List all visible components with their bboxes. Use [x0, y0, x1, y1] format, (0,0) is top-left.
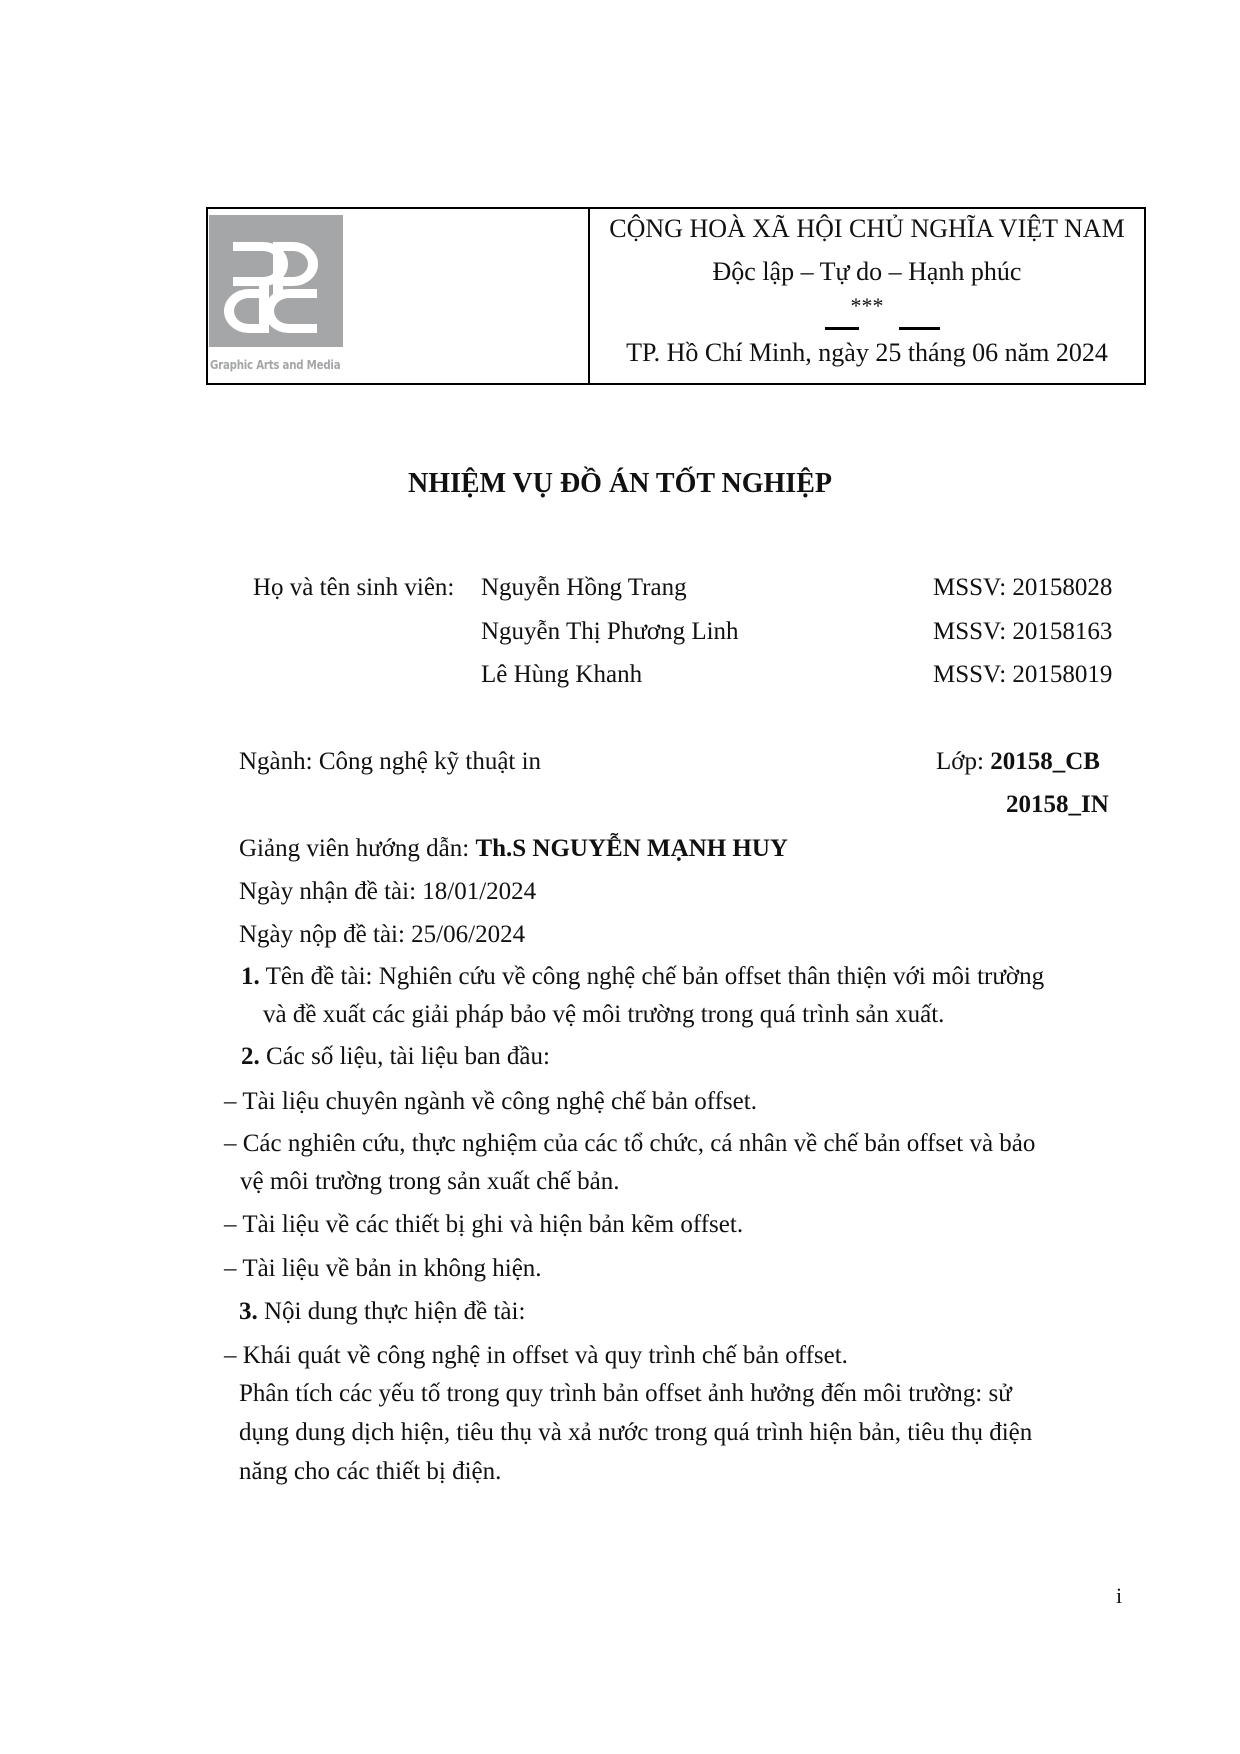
dash-bullet-icon: – — [224, 1130, 237, 1157]
list-item-text: Tài liệu chuyên ngành về công nghệ chế bản offset. — [242, 1088, 757, 1115]
student-name: Lê Hùng Khanh — [481, 661, 643, 688]
section-3-heading — [239, 1298, 525, 1326]
dash-bullet-icon: – — [224, 1088, 237, 1115]
ornament — [590, 293, 1144, 333]
section-number: 1. — [241, 963, 260, 990]
country-name: CỘNG HOÀ XÃ HỘI CHỦ NGHĨA VIỆT NAM — [609, 214, 1125, 243]
list-item-text: Tài liệu về các thiết bị ghi và hiện bản kẽm offset. — [242, 1211, 744, 1238]
header-table — [206, 207, 1146, 385]
student-id: MSSV: 20158163 — [933, 618, 1113, 645]
ornament-rule-right — [899, 327, 940, 330]
ornament-rule-left — [825, 327, 859, 330]
logo-caption: Graphic Arts and Media — [210, 357, 341, 372]
list-item — [224, 1255, 542, 1283]
dash-bullet-icon: – — [224, 1211, 237, 1238]
dash-bullet-icon: – — [224, 1255, 237, 1282]
list-item-continuation: vệ môi trường trong sản xuất chế bản. — [240, 1168, 620, 1195]
section-2-heading — [241, 1043, 550, 1071]
paragraph-line: Phân tích các yếu tố trong quy trình bản offset ảnh hưởng đến môi trường: sử — [239, 1380, 1012, 1407]
class-code: 20158_IN — [1006, 791, 1109, 818]
student-id: MSSV: 20158019 — [933, 661, 1113, 688]
list-item — [224, 1088, 757, 1116]
list-item-text: Tài liệu về bản in không hiện. — [242, 1255, 542, 1282]
place-date: TP. Hồ Chí Minh, ngày 25 tháng 06 năm 2024 — [626, 338, 1108, 367]
major-label: Ngành: Công nghệ kỹ thuật in — [239, 748, 542, 775]
students-label: Họ và tên sinh viên: — [253, 574, 455, 601]
advisor-label: Giảng viên hướng dẫn: — [239, 835, 476, 862]
student-name: Nguyễn Thị Phương Linh — [481, 618, 739, 645]
section-text: Nội dung thực hiện đề tài: — [257, 1298, 526, 1325]
advisor-name: Th.S NGUYỄN MẠNH HUY — [475, 835, 788, 862]
section-text: Các số liệu, tài liệu ban đầu: — [266, 1043, 550, 1070]
list-item — [224, 1211, 743, 1239]
dash-bullet-icon: – — [224, 1342, 237, 1369]
advisor-field — [239, 835, 788, 863]
section-1-heading — [241, 963, 1044, 991]
class-field — [936, 748, 1100, 776]
paragraph-line: dụng dung dịch hiện, tiêu thụ và xả nước trong quá trình hiện bản, tiêu thụ điện — [239, 1419, 1033, 1446]
class-label: Lớp: — [936, 748, 991, 775]
list-item — [224, 1130, 1035, 1158]
student-name: Nguyễn Hồng Trang — [481, 574, 687, 601]
national-motto: Độc lập – Tự do – Hạnh phúc — [712, 257, 1022, 286]
section-text: Tên đề tài: Nghiên cứu về công nghệ chế bản offset thân thiện với môi trường — [265, 963, 1045, 990]
section-number: 2. — [241, 1043, 260, 1070]
list-item-text: Khái quát về công nghệ in offset và quy trình chế bản offset. — [242, 1342, 848, 1369]
list-item — [224, 1342, 848, 1370]
date-received: Ngày nhận đề tài: 18/01/2024 — [239, 878, 537, 905]
gam-logo-icon — [209, 215, 343, 347]
section-number: 3. — [239, 1298, 258, 1325]
list-item-text: Các nghiên cứu, thực nghiệm của các tổ chức, cá nhân về chế bản offset và bảo — [242, 1130, 1036, 1157]
class-code: 20158_CB — [990, 748, 1100, 775]
page-number: i — [1116, 1583, 1123, 1608]
paragraph-line: năng cho các thiết bị điện. — [239, 1458, 502, 1485]
student-id: MSSV: 20158028 — [933, 574, 1113, 601]
document-title: NHIỆM VỤ ĐỒ ÁN TỐT NGHIỆP — [408, 468, 832, 499]
national-heading — [590, 209, 1144, 383]
section-text: và đề xuất các giải pháp bảo vệ môi trường trong quá trình sản xuất. — [263, 1001, 945, 1028]
date-submitted: Ngày nộp đề tài: 25/06/2024 — [239, 921, 526, 948]
ornament-stars: *** — [850, 293, 884, 318]
